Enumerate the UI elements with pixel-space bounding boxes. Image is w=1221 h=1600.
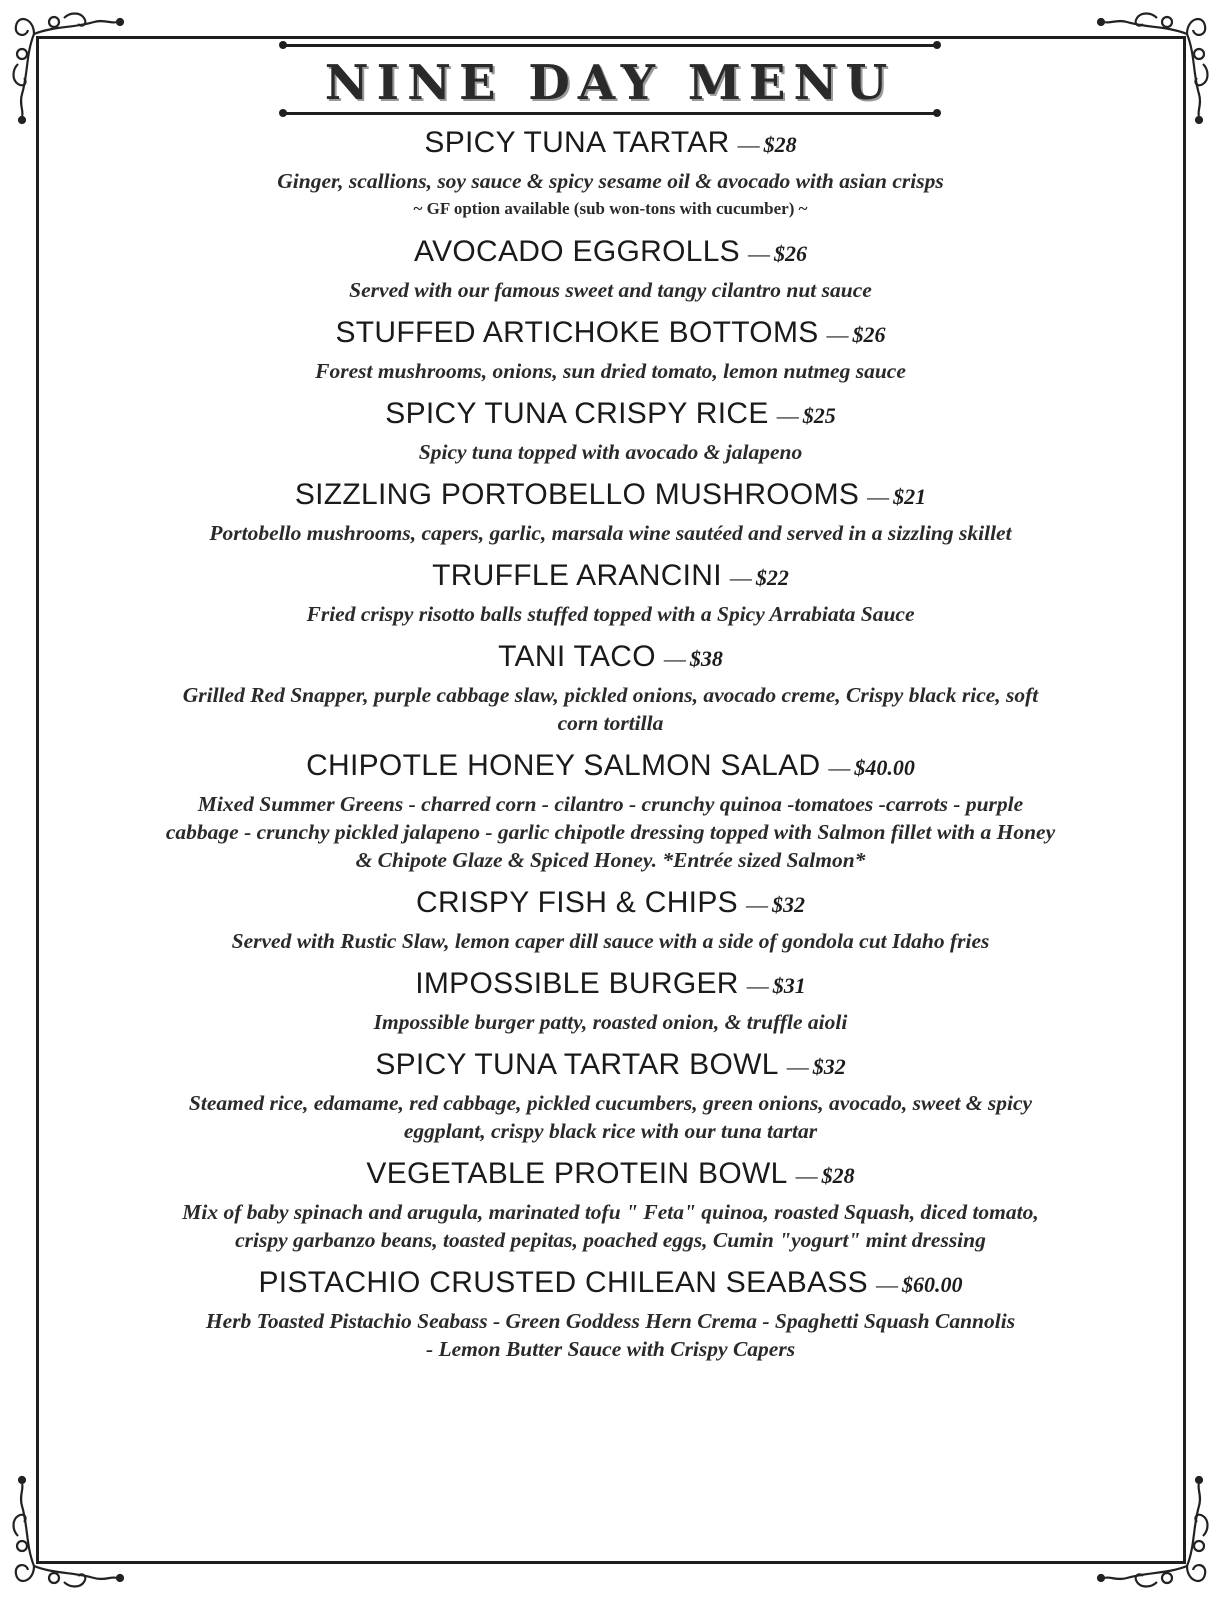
item-price: $26 xyxy=(774,241,807,266)
item-description: Served with Rustic Slaw, lemon caper dill sauce with a side of gondola cut Idaho fries xyxy=(231,929,990,953)
item-price: $60.00 xyxy=(901,1272,963,1297)
menu-item-list xyxy=(140,124,1081,1373)
item-description: Fried crispy risotto balls stuffed topped with a Spicy Arrabiata Sauce xyxy=(306,602,915,626)
corner-flourish-icon xyxy=(1087,1466,1217,1596)
item-name: SIZZLING PORTOBELLO MUSHROOMS xyxy=(294,478,860,511)
item-price: $26 xyxy=(852,322,886,347)
corner-flourish-icon xyxy=(1087,4,1217,134)
item-price: $28 xyxy=(821,1163,855,1188)
item-price: $25 xyxy=(802,403,836,428)
price-separator: — xyxy=(748,241,770,266)
item-name: PISTACHIO CRUSTED CHILEAN SEABASS xyxy=(258,1266,868,1299)
menu-item xyxy=(140,884,1081,955)
corner-flourish-icon xyxy=(4,4,134,134)
item-price: $21 xyxy=(893,484,927,509)
item-name: VEGETABLE PROTEIN BOWL xyxy=(366,1157,788,1190)
corner-flourish-icon xyxy=(4,1466,134,1596)
item-description: Forest mushrooms, onions, sun dried tomato, lemon nutmeg sauce xyxy=(315,359,906,383)
menu-item xyxy=(140,1155,1081,1254)
item-price: $28 xyxy=(763,132,797,157)
price-separator: — xyxy=(745,892,768,917)
item-name: CRISPY FISH & CHIPS xyxy=(416,886,738,919)
item-description: Ginger, scallions, soy sauce & spicy sesame oil & avocado with asian crisps xyxy=(277,169,944,193)
item-price: $38 xyxy=(689,646,723,671)
item-description: Served with our famous sweet and tangy cilantro nut sauce xyxy=(349,278,872,302)
menu-item xyxy=(140,638,1081,737)
menu-item xyxy=(140,395,1081,466)
menu-item xyxy=(140,1046,1081,1145)
item-description: Portobello mushrooms, capers, garlic, marsala wine sautéed and served in a sizzling skillet xyxy=(209,521,1012,545)
item-name: IMPOSSIBLE BURGER xyxy=(415,967,739,1000)
menu-item xyxy=(140,1264,1081,1363)
item-note: ~ GF option available (sub won-tons with cucumber) ~ xyxy=(413,199,808,218)
price-separator: — xyxy=(776,403,799,428)
price-separator: — xyxy=(737,132,760,157)
price-separator: — xyxy=(828,755,851,780)
price-separator: — xyxy=(786,1054,809,1079)
item-name: SPICY TUNA TARTAR BOWL xyxy=(375,1048,779,1081)
item-price: $31 xyxy=(772,973,806,998)
menu-item xyxy=(140,557,1081,628)
menu-item xyxy=(140,476,1081,547)
item-price: $22 xyxy=(755,565,789,590)
price-separator: — xyxy=(826,322,849,347)
item-description: Herb Toasted Pistachio Seabass - Green Goddess Hern Crema - Spaghetti Squash Cannolis - Lemon Butter Sauce with Crispy Capers xyxy=(205,1309,1016,1361)
menu-item xyxy=(140,747,1081,874)
menu-item xyxy=(140,233,1081,304)
item-description: Mixed Summer Greens - charred corn - cilantro - crunchy quinoa -tomatoes -carrots - purple cabbage - crunchy pickled jalapeno - garlic chipotle dressing topped with Salmon fillet with a Honey & Chipote Glaze & Spiced Honey. *Entrée sized Salmon* xyxy=(165,792,1056,872)
price-separator: — xyxy=(795,1163,818,1188)
menu-header xyxy=(283,40,937,122)
menu-item xyxy=(140,124,1081,223)
item-name: SPICY TUNA TARTAR xyxy=(424,126,730,159)
price-separator: — xyxy=(663,646,686,671)
item-description: Impossible burger patty, roasted onion, & truffle aioli xyxy=(373,1010,848,1034)
title-rule-top xyxy=(283,44,937,47)
price-separator: — xyxy=(867,484,890,509)
item-price: $40.00 xyxy=(854,755,915,780)
item-name: STUFFED ARTICHOKE BOTTOMS xyxy=(335,316,819,349)
item-name: TRUFFLE ARANCINI xyxy=(432,559,722,592)
item-price: $32 xyxy=(771,892,805,917)
menu-item xyxy=(140,965,1081,1036)
item-description: Grilled Red Snapper, purple cabbage slaw, pickled onions, avocado creme, Crispy black rice, soft corn tortilla xyxy=(182,683,1039,735)
menu-title: NINE DAY MENU xyxy=(324,55,896,111)
item-name: CHIPOTLE HONEY SALMON SALAD xyxy=(306,749,821,782)
title-rule-bottom xyxy=(283,112,937,115)
price-separator: — xyxy=(875,1272,898,1297)
item-description: Mix of baby spinach and arugula, marinated tofu " Feta" quinoa, roasted Squash, diced tomato, crispy garbanzo beans, toasted pepitas, poached eggs, Cumin "yogurt" mint dressing xyxy=(182,1200,1039,1252)
item-description: Spicy tuna topped with avocado & jalapeno xyxy=(418,440,803,464)
price-separator: — xyxy=(729,565,752,590)
menu-item xyxy=(140,314,1081,385)
item-name: SPICY TUNA CRISPY RICE xyxy=(385,397,769,430)
price-separator: — xyxy=(746,973,769,998)
item-price: $32 xyxy=(812,1054,846,1079)
item-name: TANI TACO xyxy=(498,640,656,673)
item-name: AVOCADO EGGROLLS xyxy=(414,235,740,268)
item-description: Steamed rice, edamame, red cabbage, pickled cucumbers, green onions, avocado, sweet & spicy eggplant, crispy black rice with our tuna tartar xyxy=(188,1091,1033,1143)
